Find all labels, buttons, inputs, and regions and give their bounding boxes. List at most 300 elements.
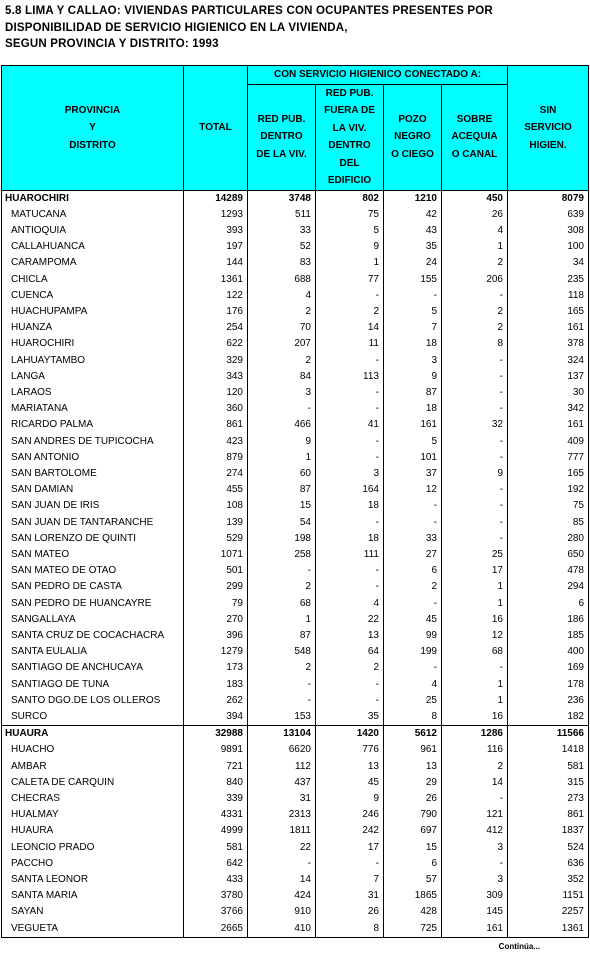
cell-value: 1	[248, 612, 316, 628]
cell-value: 3	[248, 385, 316, 401]
cell-value: 309	[442, 888, 508, 904]
cell-value: 41	[316, 417, 384, 433]
district-name: SANTIAGO DE TUNA	[2, 677, 184, 693]
cell-value: 840	[184, 775, 248, 791]
cell-value: 161	[508, 320, 589, 336]
cell-value: 246	[316, 807, 384, 823]
cell-value: 14	[316, 320, 384, 336]
cell-value: 120	[184, 385, 248, 401]
cell-value: 273	[508, 791, 589, 807]
cell-value: 1286	[442, 726, 508, 743]
cell-value: -	[442, 498, 508, 514]
cell-value: 15	[384, 840, 442, 856]
cell-value: 16	[442, 612, 508, 628]
table-row	[2, 921, 589, 938]
cell-value: 1	[442, 693, 508, 709]
cell-value: 122	[184, 288, 248, 304]
table-row	[2, 336, 589, 352]
cell-value: 1418	[508, 742, 589, 758]
cell-value: 3748	[248, 190, 316, 207]
cell-value: 1293	[184, 207, 248, 223]
district-name: HUAROCHIRI	[2, 190, 184, 207]
cell-value: 1	[442, 579, 508, 595]
cell-value: 294	[508, 579, 589, 595]
cell-value: 101	[384, 450, 442, 466]
table-row	[2, 856, 589, 872]
cell-value: 14	[442, 775, 508, 791]
district-name: HUACHO	[2, 742, 184, 758]
table-row	[2, 759, 589, 775]
cell-value: 393	[184, 223, 248, 239]
cell-value: 60	[248, 466, 316, 482]
cell-value: 5	[316, 223, 384, 239]
cell-value: 433	[184, 872, 248, 888]
table-row	[2, 385, 589, 401]
cell-value: 87	[384, 385, 442, 401]
cell-value: 2665	[184, 921, 248, 938]
table-row	[2, 239, 589, 255]
cell-value: 7	[384, 320, 442, 336]
district-name: CHICLA	[2, 272, 184, 288]
cell-value: 270	[184, 612, 248, 628]
cell-value: 185	[508, 628, 589, 644]
table-row	[2, 288, 589, 304]
cell-value: 18	[316, 531, 384, 547]
header-pozo-negro: POZO NEGRO O CIEGO	[384, 84, 442, 190]
table-row	[2, 450, 589, 466]
district-name: HUAURA	[2, 823, 184, 839]
cell-value: 11	[316, 336, 384, 352]
cell-value: -	[442, 856, 508, 872]
cell-value: 1279	[184, 644, 248, 660]
cell-value: 13	[316, 628, 384, 644]
cell-value: 27	[384, 547, 442, 563]
cell-value: 14289	[184, 190, 248, 207]
header-sobre-acequia: SOBRE ACEQUIA O CANAL	[442, 84, 508, 190]
cell-value: 466	[248, 417, 316, 433]
cell-value: 32988	[184, 726, 248, 743]
cell-value: 169	[508, 660, 589, 676]
cell-value: -	[316, 693, 384, 709]
cell-value: 7	[316, 872, 384, 888]
cell-value: 6	[384, 563, 442, 579]
cell-value: 622	[184, 336, 248, 352]
cell-value: 3	[316, 466, 384, 482]
cell-value: 207	[248, 336, 316, 352]
title-line-3: SEGUN PROVINCIA Y DISTRITO: 1993	[5, 38, 219, 50]
cell-value: 524	[508, 840, 589, 856]
cell-value: 108	[184, 498, 248, 514]
cell-value: 2	[248, 660, 316, 676]
cell-value: 725	[384, 921, 442, 938]
cell-value: -	[316, 856, 384, 872]
cell-value: 1	[442, 239, 508, 255]
cell-value: 258	[248, 547, 316, 563]
cell-value: 11566	[508, 726, 589, 743]
district-name: SAN ANTONIO	[2, 450, 184, 466]
cell-value: 2	[248, 579, 316, 595]
cell-value: 16	[442, 709, 508, 726]
cell-value: -	[316, 579, 384, 595]
table-row	[2, 255, 589, 271]
cell-value: 2	[442, 255, 508, 271]
district-name: SAN MATEO DE OTAO	[2, 563, 184, 579]
cell-value: 161	[442, 921, 508, 938]
cell-value: -	[442, 401, 508, 417]
cell-value: 165	[508, 466, 589, 482]
cell-value: 478	[508, 563, 589, 579]
district-name: SANTO DGO.DE LOS OLLEROS	[2, 693, 184, 709]
cell-value: 54	[248, 515, 316, 531]
cell-value: 118	[508, 288, 589, 304]
district-name: HUAROCHIRI	[2, 336, 184, 352]
table-row	[2, 369, 589, 385]
cell-value: 1	[442, 596, 508, 612]
cell-value: 1	[248, 450, 316, 466]
cell-value: -	[316, 450, 384, 466]
cell-value: 182	[508, 709, 589, 726]
table-row	[2, 401, 589, 417]
cell-value: 9	[316, 239, 384, 255]
cell-value: -	[442, 531, 508, 547]
cell-value: 68	[248, 596, 316, 612]
cell-value: 26	[442, 207, 508, 223]
cell-value: -	[248, 693, 316, 709]
district-name: SAN DAMIAN	[2, 482, 184, 498]
cell-value: 33	[384, 531, 442, 547]
cell-value: -	[442, 515, 508, 531]
cell-value: 6	[508, 596, 589, 612]
cell-value: 861	[508, 807, 589, 823]
cell-value: -	[384, 596, 442, 612]
cell-value: 2313	[248, 807, 316, 823]
table-title	[5, 3, 585, 53]
district-name: SANGALLAYA	[2, 612, 184, 628]
cell-value: 339	[184, 791, 248, 807]
table-row	[2, 904, 589, 920]
table-row	[2, 272, 589, 288]
cell-value: 4	[316, 596, 384, 612]
cell-value: 5612	[384, 726, 442, 743]
cell-value: -	[442, 791, 508, 807]
district-name: PACCHO	[2, 856, 184, 872]
cell-value: 26	[316, 904, 384, 920]
cell-value: 424	[248, 888, 316, 904]
cell-value: 34	[508, 255, 589, 271]
cell-value: 776	[316, 742, 384, 758]
cell-value: 236	[508, 693, 589, 709]
cell-value: 650	[508, 547, 589, 563]
cell-value: 45	[316, 775, 384, 791]
district-name: SURCO	[2, 709, 184, 726]
table-row	[2, 482, 589, 498]
cell-value: 14	[248, 872, 316, 888]
cell-value: -	[316, 677, 384, 693]
cell-value: 2	[442, 304, 508, 320]
cell-value: 165	[508, 304, 589, 320]
cell-value: 636	[508, 856, 589, 872]
cell-value: 84	[248, 369, 316, 385]
cell-value: 410	[248, 921, 316, 938]
cell-value: 79	[184, 596, 248, 612]
district-name: MARIATANA	[2, 401, 184, 417]
table-row	[2, 612, 589, 628]
cell-value: -	[316, 385, 384, 401]
cell-value: 360	[184, 401, 248, 417]
cell-value: 1	[316, 255, 384, 271]
cell-value: 178	[508, 677, 589, 693]
district-name: HUALMAY	[2, 807, 184, 823]
district-name: SAN JUAN DE IRIS	[2, 498, 184, 514]
district-name: SAYAN	[2, 904, 184, 920]
cell-value: 642	[184, 856, 248, 872]
table-row	[2, 775, 589, 791]
cell-value: 639	[508, 207, 589, 223]
cell-value: -	[316, 353, 384, 369]
cell-value: 4	[384, 677, 442, 693]
cell-value: 409	[508, 434, 589, 450]
table-row	[2, 353, 589, 369]
cell-value: 2	[442, 320, 508, 336]
table-row	[2, 709, 589, 726]
cell-value: -	[248, 563, 316, 579]
cell-value: 137	[508, 369, 589, 385]
district-name: MATUCANA	[2, 207, 184, 223]
cell-value: 30	[508, 385, 589, 401]
cell-value: 42	[384, 207, 442, 223]
cell-value: 242	[316, 823, 384, 839]
cell-value: 33	[248, 223, 316, 239]
cell-value: -	[384, 498, 442, 514]
cell-value: 352	[508, 872, 589, 888]
table-row	[2, 207, 589, 223]
district-name: HUACHUPAMPA	[2, 304, 184, 320]
cell-value: 31	[316, 888, 384, 904]
cell-value: 161	[508, 417, 589, 433]
cell-value: 12	[442, 628, 508, 644]
cell-value: 111	[316, 547, 384, 563]
district-name: LEONCIO PRADO	[2, 840, 184, 856]
cell-value: -	[442, 482, 508, 498]
cell-value: 3	[384, 353, 442, 369]
cell-value: 18	[316, 498, 384, 514]
cell-value: 29	[384, 775, 442, 791]
cell-value: 197	[184, 239, 248, 255]
cell-value: 37	[384, 466, 442, 482]
cell-value: 861	[184, 417, 248, 433]
cell-value: 18	[384, 401, 442, 417]
cell-value: 64	[316, 644, 384, 660]
cell-value: 3780	[184, 888, 248, 904]
cell-value: 4	[442, 223, 508, 239]
district-name: CALLAHUANCA	[2, 239, 184, 255]
cell-value: -	[384, 660, 442, 676]
district-name: SAN JUAN DE TANTARANCHE	[2, 515, 184, 531]
cell-value: 186	[508, 612, 589, 628]
cell-value: 9	[442, 466, 508, 482]
district-name: SAN ANDRES DE TUPICOCHA	[2, 434, 184, 450]
cell-value: 83	[248, 255, 316, 271]
cell-value: 262	[184, 693, 248, 709]
title-line-1: 5.8 LIMA Y CALLAO: VIVIENDAS PARTICULARES CON OCUPANTES PRESENTES POR	[5, 5, 493, 17]
cell-value: 68	[442, 644, 508, 660]
district-name: AMBAR	[2, 759, 184, 775]
table-row	[2, 660, 589, 676]
cell-value: 87	[248, 482, 316, 498]
cell-value: -	[442, 369, 508, 385]
cell-value: 12	[384, 482, 442, 498]
cell-value: 31	[248, 791, 316, 807]
table-row	[2, 807, 589, 823]
cell-value: 6	[384, 856, 442, 872]
cell-value: 2	[384, 579, 442, 595]
cell-value: 777	[508, 450, 589, 466]
cell-value: 35	[316, 709, 384, 726]
cell-value: 324	[508, 353, 589, 369]
table-row	[2, 888, 589, 904]
cell-value: 1361	[508, 921, 589, 938]
title-line-2: DISPONIBILIDAD DE SERVICIO HIGIENICO EN LA VIVIENDA,	[5, 21, 348, 34]
table-row	[2, 579, 589, 595]
cell-value: 280	[508, 531, 589, 547]
district-name: LANGA	[2, 369, 184, 385]
cell-value: 99	[384, 628, 442, 644]
table-row	[2, 417, 589, 433]
cell-value: 9	[248, 434, 316, 450]
cell-value: 1361	[184, 272, 248, 288]
table-row	[2, 628, 589, 644]
cell-value: 9	[384, 369, 442, 385]
cell-value: -	[248, 677, 316, 693]
cell-value: 9	[316, 791, 384, 807]
district-name: SAN PEDRO DE CASTA	[2, 579, 184, 595]
cell-value: -	[442, 288, 508, 304]
table-row	[2, 320, 589, 336]
district-name: CHECRAS	[2, 791, 184, 807]
cell-value: 75	[316, 207, 384, 223]
table-row	[2, 531, 589, 547]
table-row	[2, 644, 589, 660]
cell-value: 116	[442, 742, 508, 758]
cell-value: 529	[184, 531, 248, 547]
district-name: SANTA EULALIA	[2, 644, 184, 660]
cell-value: 198	[248, 531, 316, 547]
cell-value: 8	[384, 709, 442, 726]
cell-value: 308	[508, 223, 589, 239]
cell-value: 57	[384, 872, 442, 888]
cell-value: 199	[384, 644, 442, 660]
cell-value: 17	[316, 840, 384, 856]
cell-value: 22	[316, 612, 384, 628]
district-name: LARAOS	[2, 385, 184, 401]
cell-value: 501	[184, 563, 248, 579]
table-row	[2, 742, 589, 758]
cell-value: 32	[442, 417, 508, 433]
header-red-pub-fuera: RED PUB. FUERA DE LA VIV. DENTRO DEL EDIFICIO	[316, 84, 384, 190]
cell-value: 25	[442, 547, 508, 563]
cell-value: 412	[442, 823, 508, 839]
cell-value: 3766	[184, 904, 248, 920]
cell-value: 235	[508, 272, 589, 288]
district-name: SANTA LEONOR	[2, 872, 184, 888]
cell-value: 5	[384, 434, 442, 450]
cell-value: 13	[316, 759, 384, 775]
district-name: SANTIAGO DE ANCHUCAYA	[2, 660, 184, 676]
cell-value: 8	[442, 336, 508, 352]
cell-value: 581	[184, 840, 248, 856]
cell-value: -	[442, 660, 508, 676]
cell-value: 2	[316, 660, 384, 676]
cell-value: 100	[508, 239, 589, 255]
cell-value: 164	[316, 482, 384, 498]
table-row	[2, 434, 589, 450]
cell-value: 8079	[508, 190, 589, 207]
cell-value: 4999	[184, 823, 248, 839]
cell-value: 25	[384, 693, 442, 709]
district-name: ANTIOQUIA	[2, 223, 184, 239]
table-row	[2, 547, 589, 563]
cell-value: -	[442, 353, 508, 369]
district-name: SAN LORENZO DE QUINTI	[2, 531, 184, 547]
cell-value: 6620	[248, 742, 316, 758]
cell-value: 2	[248, 353, 316, 369]
cell-value: -	[442, 385, 508, 401]
cell-value: 315	[508, 775, 589, 791]
cell-value: 85	[508, 515, 589, 531]
table-row	[2, 515, 589, 531]
cell-value: 4	[248, 288, 316, 304]
district-name: LAHUAYTAMBO	[2, 353, 184, 369]
table-row	[2, 872, 589, 888]
cell-value: 155	[384, 272, 442, 288]
cell-value: 961	[384, 742, 442, 758]
cell-value: -	[248, 401, 316, 417]
header-group-conectado: CON SERVICIO HIGIENICO CONECTADO A:	[248, 66, 508, 85]
cell-value: 2	[316, 304, 384, 320]
data-table	[1, 65, 589, 938]
cell-value: 378	[508, 336, 589, 352]
district-name: HUANZA	[2, 320, 184, 336]
district-name: CALETA DE CARQUIN	[2, 775, 184, 791]
cell-value: 697	[384, 823, 442, 839]
cell-value: 8	[316, 921, 384, 938]
district-name: CARAMPOMA	[2, 255, 184, 271]
cell-value: 437	[248, 775, 316, 791]
district-name: SAN BARTOLOME	[2, 466, 184, 482]
district-name: SAN PEDRO DE HUANCAYRE	[2, 596, 184, 612]
cell-value: 26	[384, 791, 442, 807]
cell-value: -	[384, 515, 442, 531]
cell-value: 112	[248, 759, 316, 775]
table-row	[2, 791, 589, 807]
cell-value: -	[316, 515, 384, 531]
cell-value: 2	[248, 304, 316, 320]
cell-value: 18	[384, 336, 442, 352]
cell-value: 802	[316, 190, 384, 207]
cell-value: 1071	[184, 547, 248, 563]
cell-value: 1837	[508, 823, 589, 839]
cell-value: 428	[384, 904, 442, 920]
cell-value: 121	[442, 807, 508, 823]
header-provincia: PROVINCIA Y DISTRITO	[2, 66, 184, 191]
cell-value: 153	[248, 709, 316, 726]
header-red-pub-dentro: RED PUB. DENTRO DE LA VIV.	[248, 84, 316, 190]
cell-value: 1210	[384, 190, 442, 207]
district-name: RICARDO PALMA	[2, 417, 184, 433]
cell-value: -	[316, 288, 384, 304]
cell-value: -	[384, 288, 442, 304]
cell-value: 45	[384, 612, 442, 628]
